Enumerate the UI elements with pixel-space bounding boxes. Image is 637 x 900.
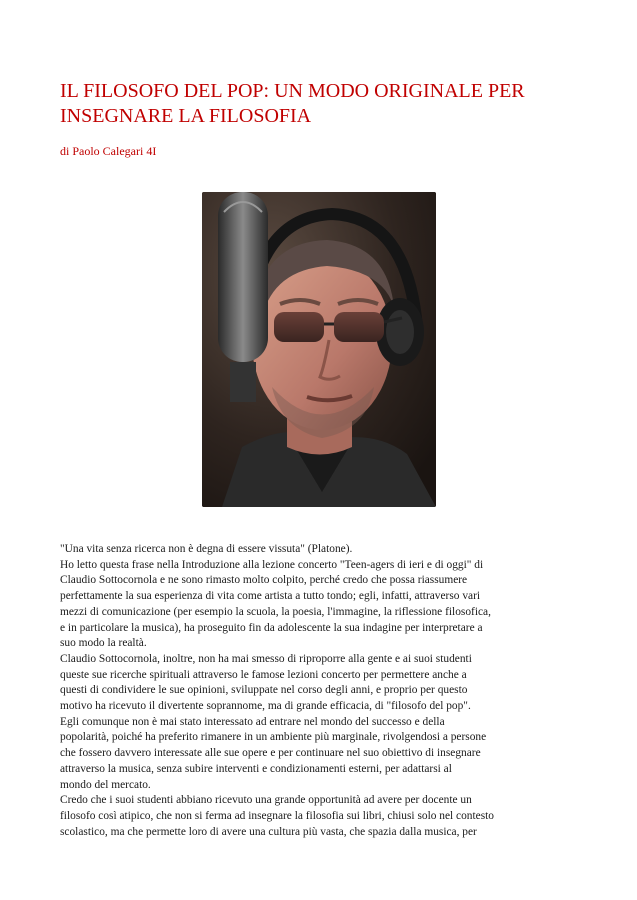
text-line: suo modo la realtà. bbox=[60, 637, 147, 650]
text-line: che fossero davvero interessate alle sue opere e per continuare nel suo obiettivo di insegnare bbox=[60, 747, 481, 760]
text-line: questi di condividere le sue opinioni, sviluppate nel corso degli anni, e proprio per questo bbox=[60, 684, 468, 697]
text-line: mezzi di comunicazione (per esempio la scuola, la poesia, l'immagine, la riflessione filosofica, bbox=[60, 605, 491, 618]
article-title-line: IL FILOSOFO DEL POP: UN MODO ORIGINALE PER bbox=[60, 80, 525, 102]
text-line: Ho letto questa frase nella Introduzione alla lezione concerto "Teen-agers di ieri e di oggi" di bbox=[60, 558, 484, 571]
paragraph bbox=[60, 652, 580, 715]
text-line: Claudio Sottocornola, inoltre, non ha mai smesso di riproporre alla gente e ai suoi studenti bbox=[60, 652, 472, 665]
text-line: mondo del mercato. bbox=[60, 778, 151, 791]
article-title bbox=[60, 79, 580, 129]
text-line: queste sue ricerche spirituali attraverso le famose lezioni concerto per permettere anche a bbox=[60, 668, 467, 681]
text-line: attraverso la musica, senza subire interventi e condizionamenti esterni, per adattarsi al bbox=[60, 762, 452, 775]
text-line: filosofo così atipico, che non si ferma ad insegnare la filosofia sui libri, chiusi solo nel contesto bbox=[60, 809, 495, 822]
text-line: Credo che i suoi studenti abbiano ricevuto una grande opportunità ad avere per docente un bbox=[60, 794, 472, 807]
paragraph bbox=[60, 715, 580, 794]
text-line: Egli comunque non è mai stato interessato ad entrare nel mondo del successo e della bbox=[60, 715, 445, 728]
author-photo bbox=[202, 192, 436, 507]
text-line: e in particolare la musica), ha proseguito fin da adolescente la sua indagine per interpretare a bbox=[60, 621, 483, 634]
paragraph bbox=[60, 793, 580, 840]
paragraph bbox=[60, 542, 580, 558]
text-line: popolarità, poiché ha preferito rimanere in un ambiente più marginale, rivolgendosi a persone bbox=[60, 731, 487, 744]
article-title-line: INSEGNARE LA FILOSOFIA bbox=[60, 105, 312, 127]
text-line: perfettamente la sua esperienza di vita come artista a tutto tondo; egli, infatti, attraverso vari bbox=[60, 590, 481, 603]
text-line: Claudio Sottocornola e ne sono rimasto molto colpito, perché credo che possa riassumere bbox=[60, 574, 468, 587]
article-byline: di Paolo Calegari 4I bbox=[60, 144, 157, 158]
text-line: "Una vita senza ricerca non è degna di essere vissuta" (Platone). bbox=[60, 543, 353, 555]
paragraph bbox=[60, 558, 580, 652]
text-line: motivo ha ricevuto il divertente soprannome, ma di grande efficacia, di "filosofo del pop". bbox=[60, 700, 471, 713]
text-line: scolastico, ma che permette loro di avere una cultura più vasta, che spazia dalla musica, per bbox=[60, 825, 477, 838]
article-body bbox=[60, 542, 580, 840]
